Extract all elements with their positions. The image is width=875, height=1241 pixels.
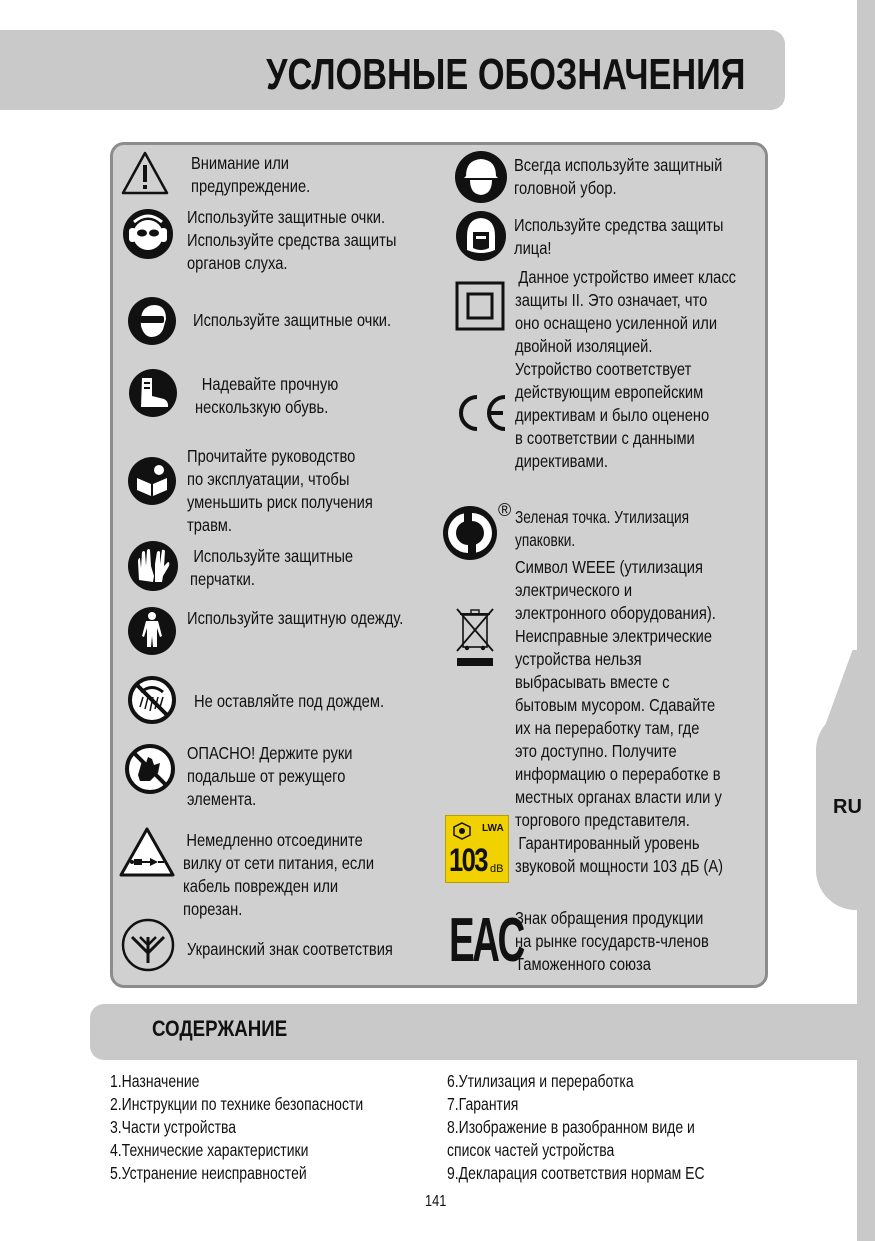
contents-item: 8.Изображение в разобранном виде и <box>447 1117 695 1137</box>
page-number: 141 <box>425 1193 447 1210</box>
sound-power-icon <box>451 821 473 841</box>
sound-power-label <box>445 815 509 883</box>
contents-item: 7.Гарантия <box>447 1094 519 1114</box>
contents-title: СОДЕРЖАНИЕ <box>152 1016 288 1041</box>
ukrainian-mark-icon <box>120 917 176 973</box>
helmet-icon <box>454 150 508 204</box>
class-ii-icon <box>454 280 506 332</box>
registered-mark: ® <box>498 500 512 520</box>
symbol-text-helmet: Всегда используйте защитный головной убор. <box>514 155 723 198</box>
symbol-text-gloves: Используйте защитные перчатки. <box>190 546 354 589</box>
protective-suit-icon <box>127 606 177 656</box>
symbol-text-eac: Знак обращения продукции на рынке государств-членов Таможенного союза <box>515 908 709 974</box>
green-dot-icon <box>442 505 498 561</box>
contents-item: 9.Декларация соответствия нормам ЕС <box>447 1163 705 1183</box>
contents-item: 3.Части устройства <box>110 1117 237 1137</box>
gloves-icon <box>127 540 179 592</box>
contents-item: 6.Утилизация и переработка <box>447 1071 634 1091</box>
ce-mark-icon <box>451 393 509 433</box>
contents-item: список частей устройства <box>447 1140 615 1160</box>
sound-unit: dB <box>490 863 504 875</box>
symbol-text-manual: Прочитайте руководство по эксплуатации, чтобы уменьшить риск получения травм. <box>187 446 373 535</box>
contents-item: 4.Технические характеристики <box>110 1140 309 1160</box>
symbol-text-blade-danger: ОПАСНО! Держите руки подальше от режущего элемента. <box>187 743 353 809</box>
warning-triangle-icon <box>120 150 170 196</box>
contents-item: 1.Назначение <box>110 1071 200 1091</box>
symbol-text-class-ii: Данное устройство имеет класс защиты II. Это означает, что оно оснащено усиленной или двойной изоляцией. <box>515 267 737 356</box>
read-manual-icon <box>127 456 177 506</box>
contents-left-column <box>110 1070 427 1185</box>
weee-bin-icon <box>453 605 497 667</box>
symbol-text-weee: Символ WEEE (утилизация электрического и электронного оборудования). Неисправные электрические устройства нельзя выбрасывать вместе с бытовым мусором. Сдавайте их на переработку там, где это доступно. Получите информацию о переработке в местных органах власти или у торгового представителя. <box>515 557 722 830</box>
unplug-warning-icon <box>118 826 176 878</box>
face-shield-icon <box>455 210 507 262</box>
symbol-text-warning: Внимание или предупреждение. <box>191 153 311 196</box>
language-label: RU <box>833 796 862 818</box>
no-rain-icon <box>127 675 177 725</box>
symbol-text-goggles-hearing: Используйте защитные очки. Используйте средства защиты органов слуха. <box>187 207 397 273</box>
page-title: УСЛОВНЫЕ ОБОЗНАЧЕНИЯ <box>265 50 745 99</box>
no-hands-blade-icon <box>124 743 176 795</box>
symbol-text-ce: Устройство соответствует действующим европейским директивам и было оценено в соответствии с данными директивами. <box>515 359 710 471</box>
goggles-earmuffs-icon <box>122 208 174 260</box>
symbol-text-green-dot: Зеленая точка. Утилизация упаковки. <box>515 507 690 550</box>
symbol-text-sound-power: Гарантированный уровень звуковой мощности 103 дБ (A) <box>515 833 724 876</box>
symbol-text-suit: Используйте защитную одежду. <box>187 608 404 628</box>
symbol-text-ukrainian-mark: Украинский знак соответствия <box>187 939 393 959</box>
eac-mark-icon: EAC <box>449 906 523 975</box>
symbol-text-safety-glasses: Используйте защитные очки. <box>193 310 392 330</box>
symbol-text-no-rain: Не оставляйте под дождем. <box>194 691 385 711</box>
contents-item: 5.Устранение неисправностей <box>110 1163 307 1183</box>
symbol-text-face-shield: Используйте средства защиты лица! <box>514 215 724 258</box>
sound-unit-top: LWA <box>482 823 504 834</box>
contents-item: 2.Инструкции по технике безопасности <box>110 1094 364 1114</box>
contents-right-column <box>447 1070 769 1185</box>
symbol-text-boots: Надевайте прочную нескользкую обувь. <box>195 374 339 417</box>
safety-glasses-icon <box>127 296 177 346</box>
sound-value: 103 <box>449 842 487 878</box>
symbol-text-unplug: Немедленно отсоедините вилку от сети питания, если кабель поврежден или порезан. <box>183 830 375 919</box>
safety-boot-icon <box>128 368 178 418</box>
